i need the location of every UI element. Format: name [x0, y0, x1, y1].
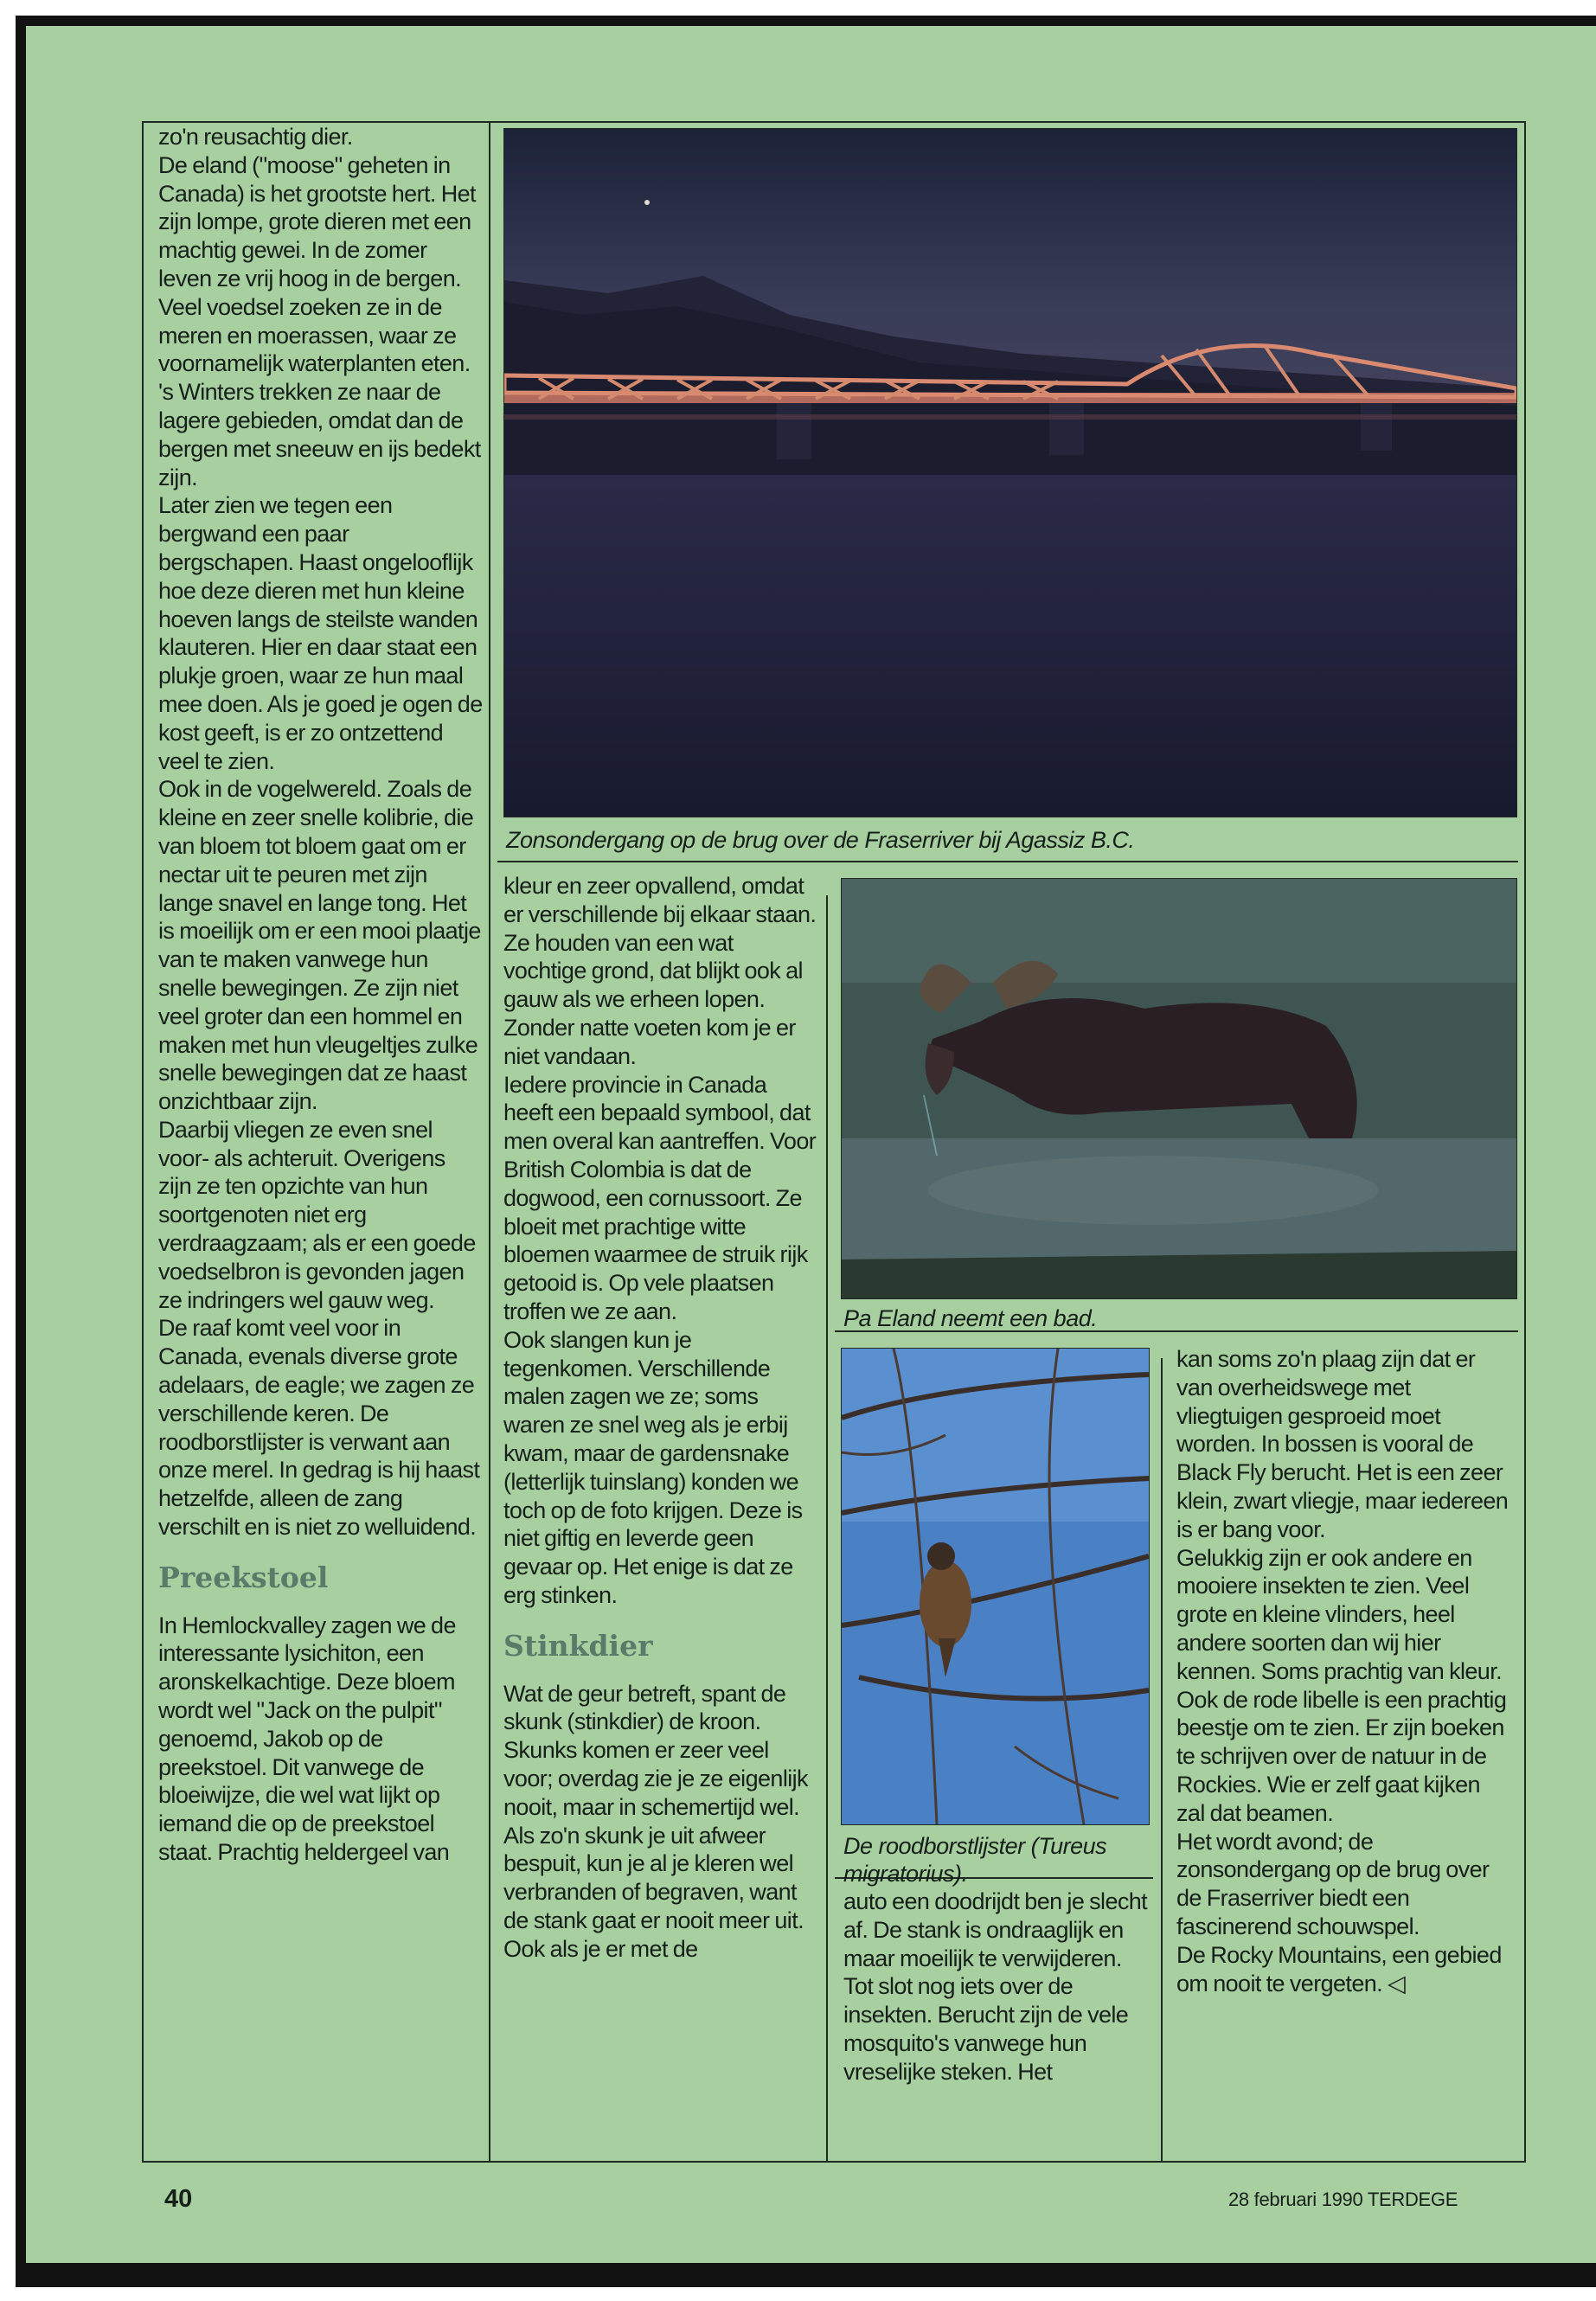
column-rule-2 — [826, 895, 828, 2163]
paragraph: Ook slangen kun je tegenkomen. Verschillende malen zagen we ze; soms waren ze snel weg als je erbij kwam, maar de gardensnake (letterlijk tuinslang) konden we toch op de foto krijgen. Deze is niet giftig en leverde geen gevaar op. Het enige is dat ze erg stinken. — [503, 1326, 803, 1608]
paragraph: zo'n reusachtig dier. — [158, 124, 353, 150]
paragraph: Het wordt avond; de zonsondergang op de brug over de Fraserriver biedt een fascinerend schouwspel. — [1176, 1828, 1490, 1939]
issue-date-line: 28 februari 1990 TERDEGE — [1228, 2189, 1458, 2210]
text-column-1 — [158, 123, 483, 1867]
moose-photo-caption: Pa Eland neemt een bad. — [843, 1305, 1098, 1331]
magazine-page — [26, 26, 1596, 2263]
paragraph: In Hemlockvalley zagen we de interessante lysichiton, een aronskelkachtige. Deze bloem wordt wel "Jack on the pulpit" genoemd, Jakob op de preekstoel. Dit vanwege de bloeiwijze, die wel wat lijkt op iemand die op de preekstoel staat. Prachtig heldergeel van — [158, 1612, 456, 1866]
paragraph: De Rocky Mountains, een gebied om nooit te vergeten. ◁ — [1176, 1941, 1502, 1997]
scan-border-left — [16, 16, 26, 2273]
paragraph: Later zien we tegen een bergwand een paar bergschapen. Haast ongelooflijk hoe deze dieren met hun kleine hoeven langs de steilste wanden klauteren. Hier en daar staat een plukje groen, waar ze hun maal mee doen. Als je goed je ogen de kost geeft, is er zo ontzettend veel te zien. — [158, 492, 483, 774]
section-heading-preekstoel: Preekstoel — [158, 1560, 329, 1594]
bridge-photo-caption: Zonsondergang op de brug over de Fraserriver bij Agassiz B.C. — [506, 827, 1135, 853]
paragraph: Daarbij vliegen ze even snel voor- als achteruit. Overigens zijn ze ten opzichte van hun soortgenoten niet erg verdraagzaam; als er een goede voedselbron is gevonden jagen ze indringers wel gauw weg. — [158, 1116, 476, 1313]
moose-photo — [841, 878, 1517, 1299]
robin-photo-caption: De roodborstlijster (Tureus migratorius). — [843, 1833, 1107, 1887]
column-rule-1 — [489, 121, 490, 2163]
column-rule-3 — [1161, 1358, 1163, 2163]
paragraph: Ook de rode libelle is een prachtig beestje om te zien. Er zijn boeken te schrijven over de natuur in de Rockies. Wie er zelf gaat kijken zal dat beamen. — [1176, 1686, 1507, 1826]
bridge-caption-rule — [497, 861, 1518, 862]
paragraph: Iedere provincie in Canada heeft een bepaald symbool, dat men overal kan aantreffen. Voor British Colombia is dat de dogwood, een cornussoort. Ze bloeit met prachtige witte bloemen waarmee de struik rijk getooid is. Op vele plaatsen troffen we ze aan. — [503, 1071, 817, 1324]
scan-border-top — [16, 16, 1596, 26]
text-column-3 — [843, 1888, 1151, 2086]
paragraph: De raaf komt veel voor in Canada, evenals diverse grote adelaars, de eagle; we zagen ze verschillende keren. De roodborstlijster is verwant aan onze merel. In gedrag is hij haast hetzelfde, alleen de zang verschilt en is niet zo welluidend. — [158, 1315, 480, 1541]
scan-border-bottom — [16, 2263, 1596, 2287]
paragraph: Wat de geur betreft, spant de skunk (stinkdier) de kroon. Skunks komen er zeer veel voor; overdag zie je ze eigenlijk nooit, maar in schemertijd wel. Als zo'n skunk je uit afweer bespuit, kun je al je kleren wel verbranden of begraven, want de stank gaat er nooit meer uit. Ook als je er met de — [503, 1680, 808, 1962]
text-column-4 — [1176, 1345, 1509, 1997]
page-number: 40 — [164, 2185, 193, 2213]
paragraph: Ook in de vogelwereld. Zoals de kleine en zeer snelle kolibrie, die van bloem tot bloem gaat om er nectar uit te peuren met zijn lange snavel en lange tong. Het is moeilijk om er een mooi plaatje van te maken vanwege hun snelle bewegingen. Ze zijn niet veel groter dan een hommel en maken met hun vleugeltjes zulke snelle bewegingen dat ze haast onzichtbaar zijn. — [158, 776, 481, 1115]
bridge-sunset-photo — [503, 128, 1517, 817]
paragraph: De eland ("moose" geheten in Canada) is het grootste hert. Het zijn lompe, grote dieren met een machtig gewei. In de zomer leven ze vrij hoog in de bergen. Veel voedsel zoeken ze in de meren en moerassen, waar ze voornamelijk waterplanten eten. 's Winters trekken ze naar de lagere gebieden, omdat dan de bergen met sneeuw en ijs bedekt zijn. — [158, 151, 481, 490]
section-heading-stinkdier: Stinkdier — [503, 1628, 653, 1663]
paragraph: kan soms zo'n plaag zijn dat er van overheidswege met vliegtuigen gesproeid moet worden. In bossen is vooral de Black Fly berucht. Het is een zeer klein, zwart vliegje, maar iedereen is er bang voor. — [1176, 1346, 1509, 1542]
text-column-2 — [503, 872, 819, 1963]
paragraph: Gelukkig zijn er ook andere en mooiere insekten te zien. Veel grote en kleine vlinders, heel andere soorten dan wij hier kennen. Soms prachtig van kleur. — [1176, 1544, 1503, 1684]
paragraph: Tot slot nog iets over de insekten. Berucht zijn de vele mosquito's vanwege hun vreselijke steken. Het — [843, 1973, 1129, 2085]
paragraph: auto een doodrijdt ben je slecht af. De stank is ondraaglijk en maar moeilijk te verwijderen. — [843, 1888, 1148, 1971]
robin-photo — [841, 1348, 1150, 1825]
paragraph: kleur en zeer opvallend, omdat er verschillende bij elkaar staan. Ze houden van een wat vochtige grond, dat blijkt ook al gauw als we erheen lopen. Zonder natte voeten kom je er niet vandaan. — [503, 873, 817, 1069]
